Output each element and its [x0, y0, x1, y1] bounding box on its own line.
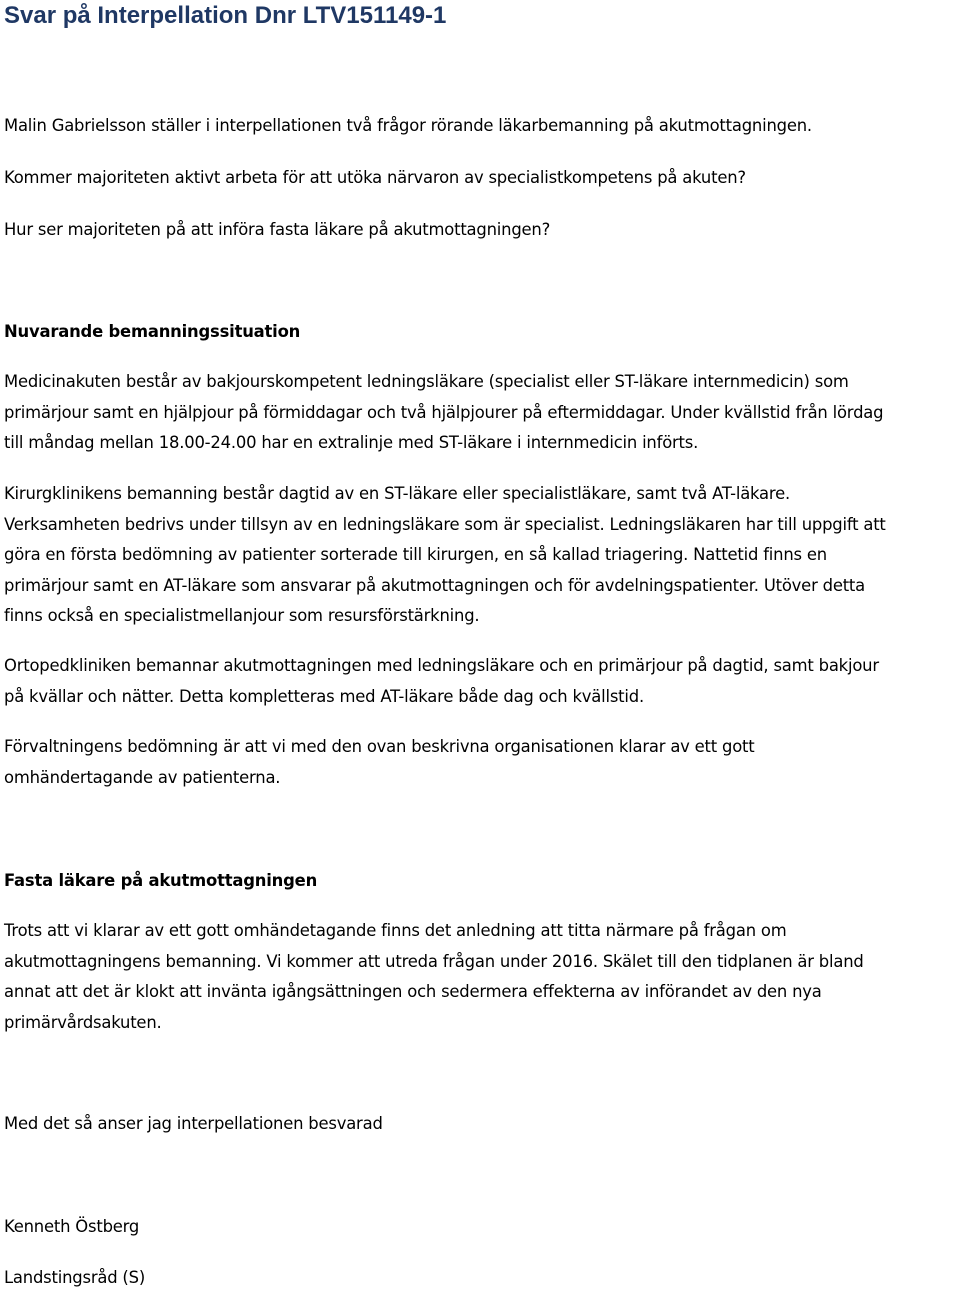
- paragraph-line: primärjour samt en AT-läkare som ansvarar på akutmottagningen och för avdelningspatienter. Utöver detta: [4, 575, 866, 595]
- question-2: [4, 215, 954, 246]
- paragraph-line: Förvaltningens bedömning är att vi med den ovan beskrivna organisationen klarar av ett gott: [4, 737, 755, 756]
- paragraph-line: göra en första bedömning av patienter sorterade till kirurgen, en så kallad triagering. Nattetid finns en: [4, 545, 827, 565]
- paragraph-line: primärjour samt en hjälpjour på förmiddagar och två hjälpjourer på eftermiddagar. Under kvällstid från lördag: [4, 402, 884, 422]
- signature-name: Kenneth Östberg: [4, 1217, 140, 1236]
- intro-paragraph: [4, 111, 954, 142]
- intro-line: Malin Gabrielsson ställer i interpellationen två frågor rörande läkarbemanning på akutmottagningen.: [4, 116, 812, 135]
- paragraph-line: Trots att vi klarar av ett gott omhändetagande finns det anledning att titta närmare på frågan om: [4, 921, 787, 940]
- paragraph-medicinakuten: [4, 367, 954, 459]
- paragraph-line: Verksamheten bedrivs under tillsyn av en ledningsläkare som är specialist. Ledningsläkaren har till uppgift att: [4, 514, 886, 534]
- paragraph-line: på kvällar och nätter. Detta kompletteras med AT-läkare både dag och kvällstid.: [4, 686, 644, 706]
- paragraph-kirurgkliniken: [4, 479, 954, 632]
- paragraph-line: omhändertagande av patienterna.: [4, 767, 281, 787]
- paragraph-line: akutmottagningens bemanning. Vi kommer att utreda frågan under 2016. Skälet till den tidplanen är bland: [4, 951, 864, 971]
- paragraph-line: Kirurgklinikens bemanning består dagtid av en ST-läkare eller specialistläkare, samt två AT-läkare.: [4, 484, 790, 503]
- signature-role: Landstingsråd (S): [4, 1268, 146, 1287]
- paragraph-line: annat att det är klokt att invänta igångsättningen och sedermera effekterna av införandet av den nya: [4, 982, 822, 1002]
- paragraph-line: finns också en specialistmellanjour som resursförstärkning.: [4, 606, 480, 626]
- paragraph-line: primärvårdsakuten.: [4, 1012, 162, 1032]
- section-heading-permanent-doctors: Fasta läkare på akutmottagningen: [4, 871, 318, 890]
- question-line: Hur ser majoriteten på att införa fasta läkare på akutmottagningen?: [4, 220, 551, 239]
- paragraph-line: till måndag mellan 18.00-24.00 har en extralinje med ST-läkare i internmedicin införts.: [4, 433, 699, 453]
- paragraph-assessment: [4, 732, 954, 793]
- paragraph-line: Medicinakuten består av bakjourskompetent ledningsläkare (specialist eller ST-läkare internmedicin) som: [4, 372, 849, 391]
- paragraph-investigation: [4, 916, 954, 1038]
- paragraph-ortopedkliniken: [4, 651, 954, 712]
- document-title: Svar på Interpellation Dnr LTV151149-1: [4, 2, 447, 29]
- closing-statement: Med det så anser jag interpellationen besvarad: [4, 1114, 383, 1133]
- paragraph-line: Ortopedkliniken bemannar akutmottagningen med ledningsläkare och en primärjour på dagtid, samt bakjour: [4, 656, 879, 675]
- question-1: [4, 163, 954, 194]
- question-line: Kommer majoriteten aktivt arbeta för att utöka närvaron av specialistkompetens på akuten?: [4, 168, 746, 187]
- section-heading-current-staffing: Nuvarande bemanningssituation: [4, 322, 301, 341]
